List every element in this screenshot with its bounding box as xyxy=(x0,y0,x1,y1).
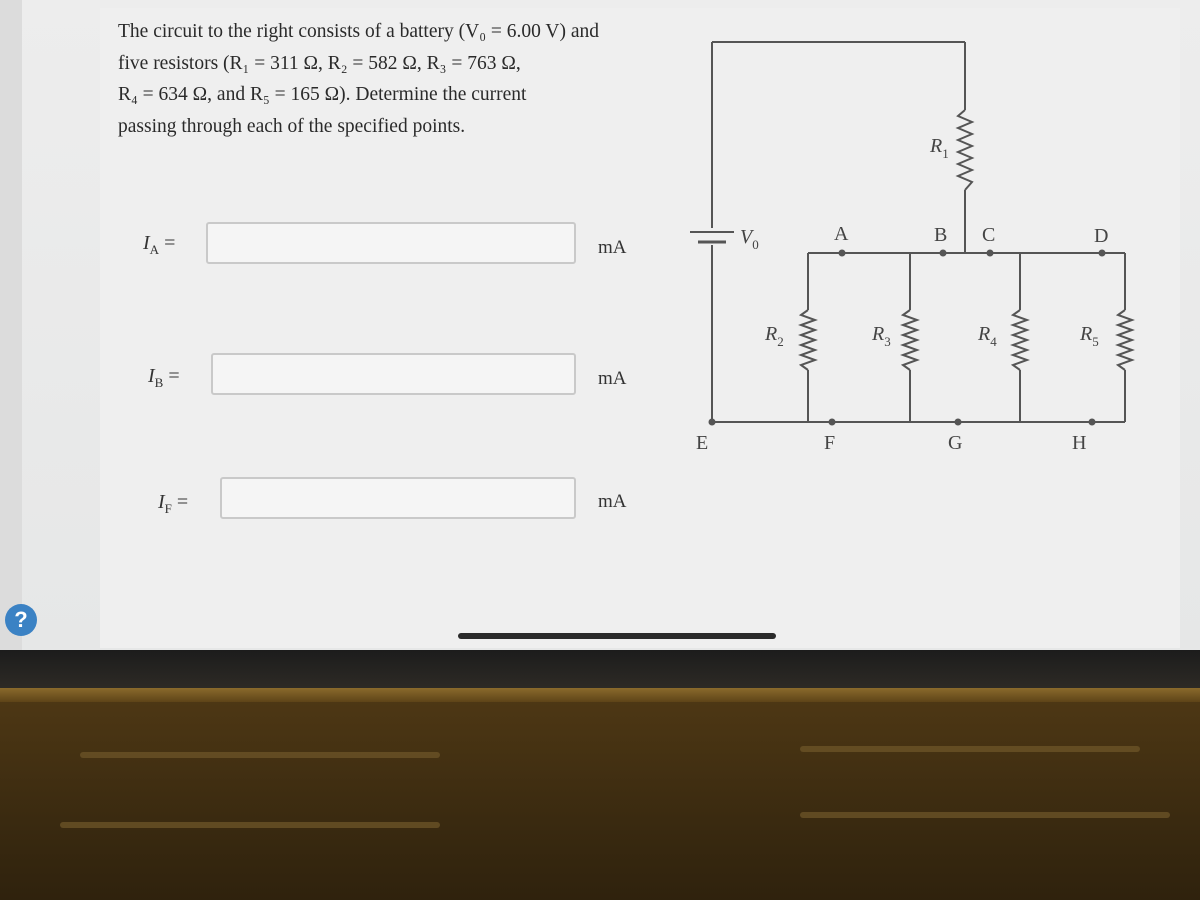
problem-line-3: R₄ = 634 Ω, and R₅ = 165 Ω). Determine the current xyxy=(118,84,527,105)
current-symbol: I xyxy=(158,491,165,513)
keyboard-edge-right-lower xyxy=(800,812,1170,818)
node-a-dot xyxy=(839,250,846,257)
equals-sign: = xyxy=(176,491,189,513)
horizontal-scrollbar[interactable] xyxy=(458,633,776,639)
resistor-r5-label: $R_5$ xyxy=(1080,323,1099,349)
unit-label: mA xyxy=(598,368,627,389)
resistor-r1 xyxy=(958,110,972,190)
laptop-hinge xyxy=(0,688,1200,702)
current-symbol: I xyxy=(148,365,155,387)
problem-line-1: The circuit to the right consists of a battery (V₀ = 6.00 V) and xyxy=(118,21,599,42)
equals-sign: = xyxy=(164,232,176,254)
resistor-r5 xyxy=(1118,310,1132,370)
resistor-r2-label: $R_2$ xyxy=(765,323,784,349)
node-e-dot xyxy=(709,419,716,426)
current-subscript: F xyxy=(164,501,172,516)
keyboard-edge-left xyxy=(80,752,440,758)
point-h-label: H xyxy=(1072,432,1087,454)
help-button[interactable]: ? xyxy=(5,604,37,636)
point-g-label: G xyxy=(948,432,963,454)
keyboard-edge-left-lower xyxy=(60,822,440,828)
laptop-body xyxy=(0,702,1200,900)
point-e-label: E xyxy=(696,432,709,454)
node-g-dot xyxy=(955,419,962,426)
resistor-r3 xyxy=(903,310,917,370)
resistor-r4-label: $R_4$ xyxy=(978,323,997,349)
laptop-bezel xyxy=(0,650,1200,688)
resistor-r2 xyxy=(801,310,815,370)
resistor-r3-label: $R_3$ xyxy=(872,323,891,349)
node-f-dot xyxy=(829,419,836,426)
node-h-dot xyxy=(1089,419,1096,426)
node-c-dot xyxy=(987,250,994,257)
problem-line-2: five resistors (R₁ = 311 Ω, R₂ = 582 Ω, R₃ = 763 Ω, xyxy=(118,52,521,74)
node-d-dot xyxy=(1099,250,1106,257)
point-c-label: C xyxy=(982,224,996,246)
point-f-label: F xyxy=(824,432,836,454)
problem-line-4: passing through each of the specified points. xyxy=(118,115,466,137)
keyboard-edge-right xyxy=(800,746,1140,752)
current-symbol: I xyxy=(143,232,150,254)
current-subscript: B xyxy=(154,375,164,390)
current-subscript: A xyxy=(149,242,160,257)
resistor-r1-label: $R_1$ xyxy=(930,135,949,161)
resistor-r4 xyxy=(1013,310,1027,370)
equals-sign: = xyxy=(168,365,180,387)
point-a-label: A xyxy=(834,223,849,245)
point-b-label: B xyxy=(934,224,948,246)
point-d-label: D xyxy=(1094,225,1109,247)
unit-label: mA xyxy=(598,491,627,512)
unit-label: mA xyxy=(598,237,627,258)
battery-label: $V_0$ xyxy=(740,226,759,252)
node-b-dot xyxy=(940,250,947,257)
